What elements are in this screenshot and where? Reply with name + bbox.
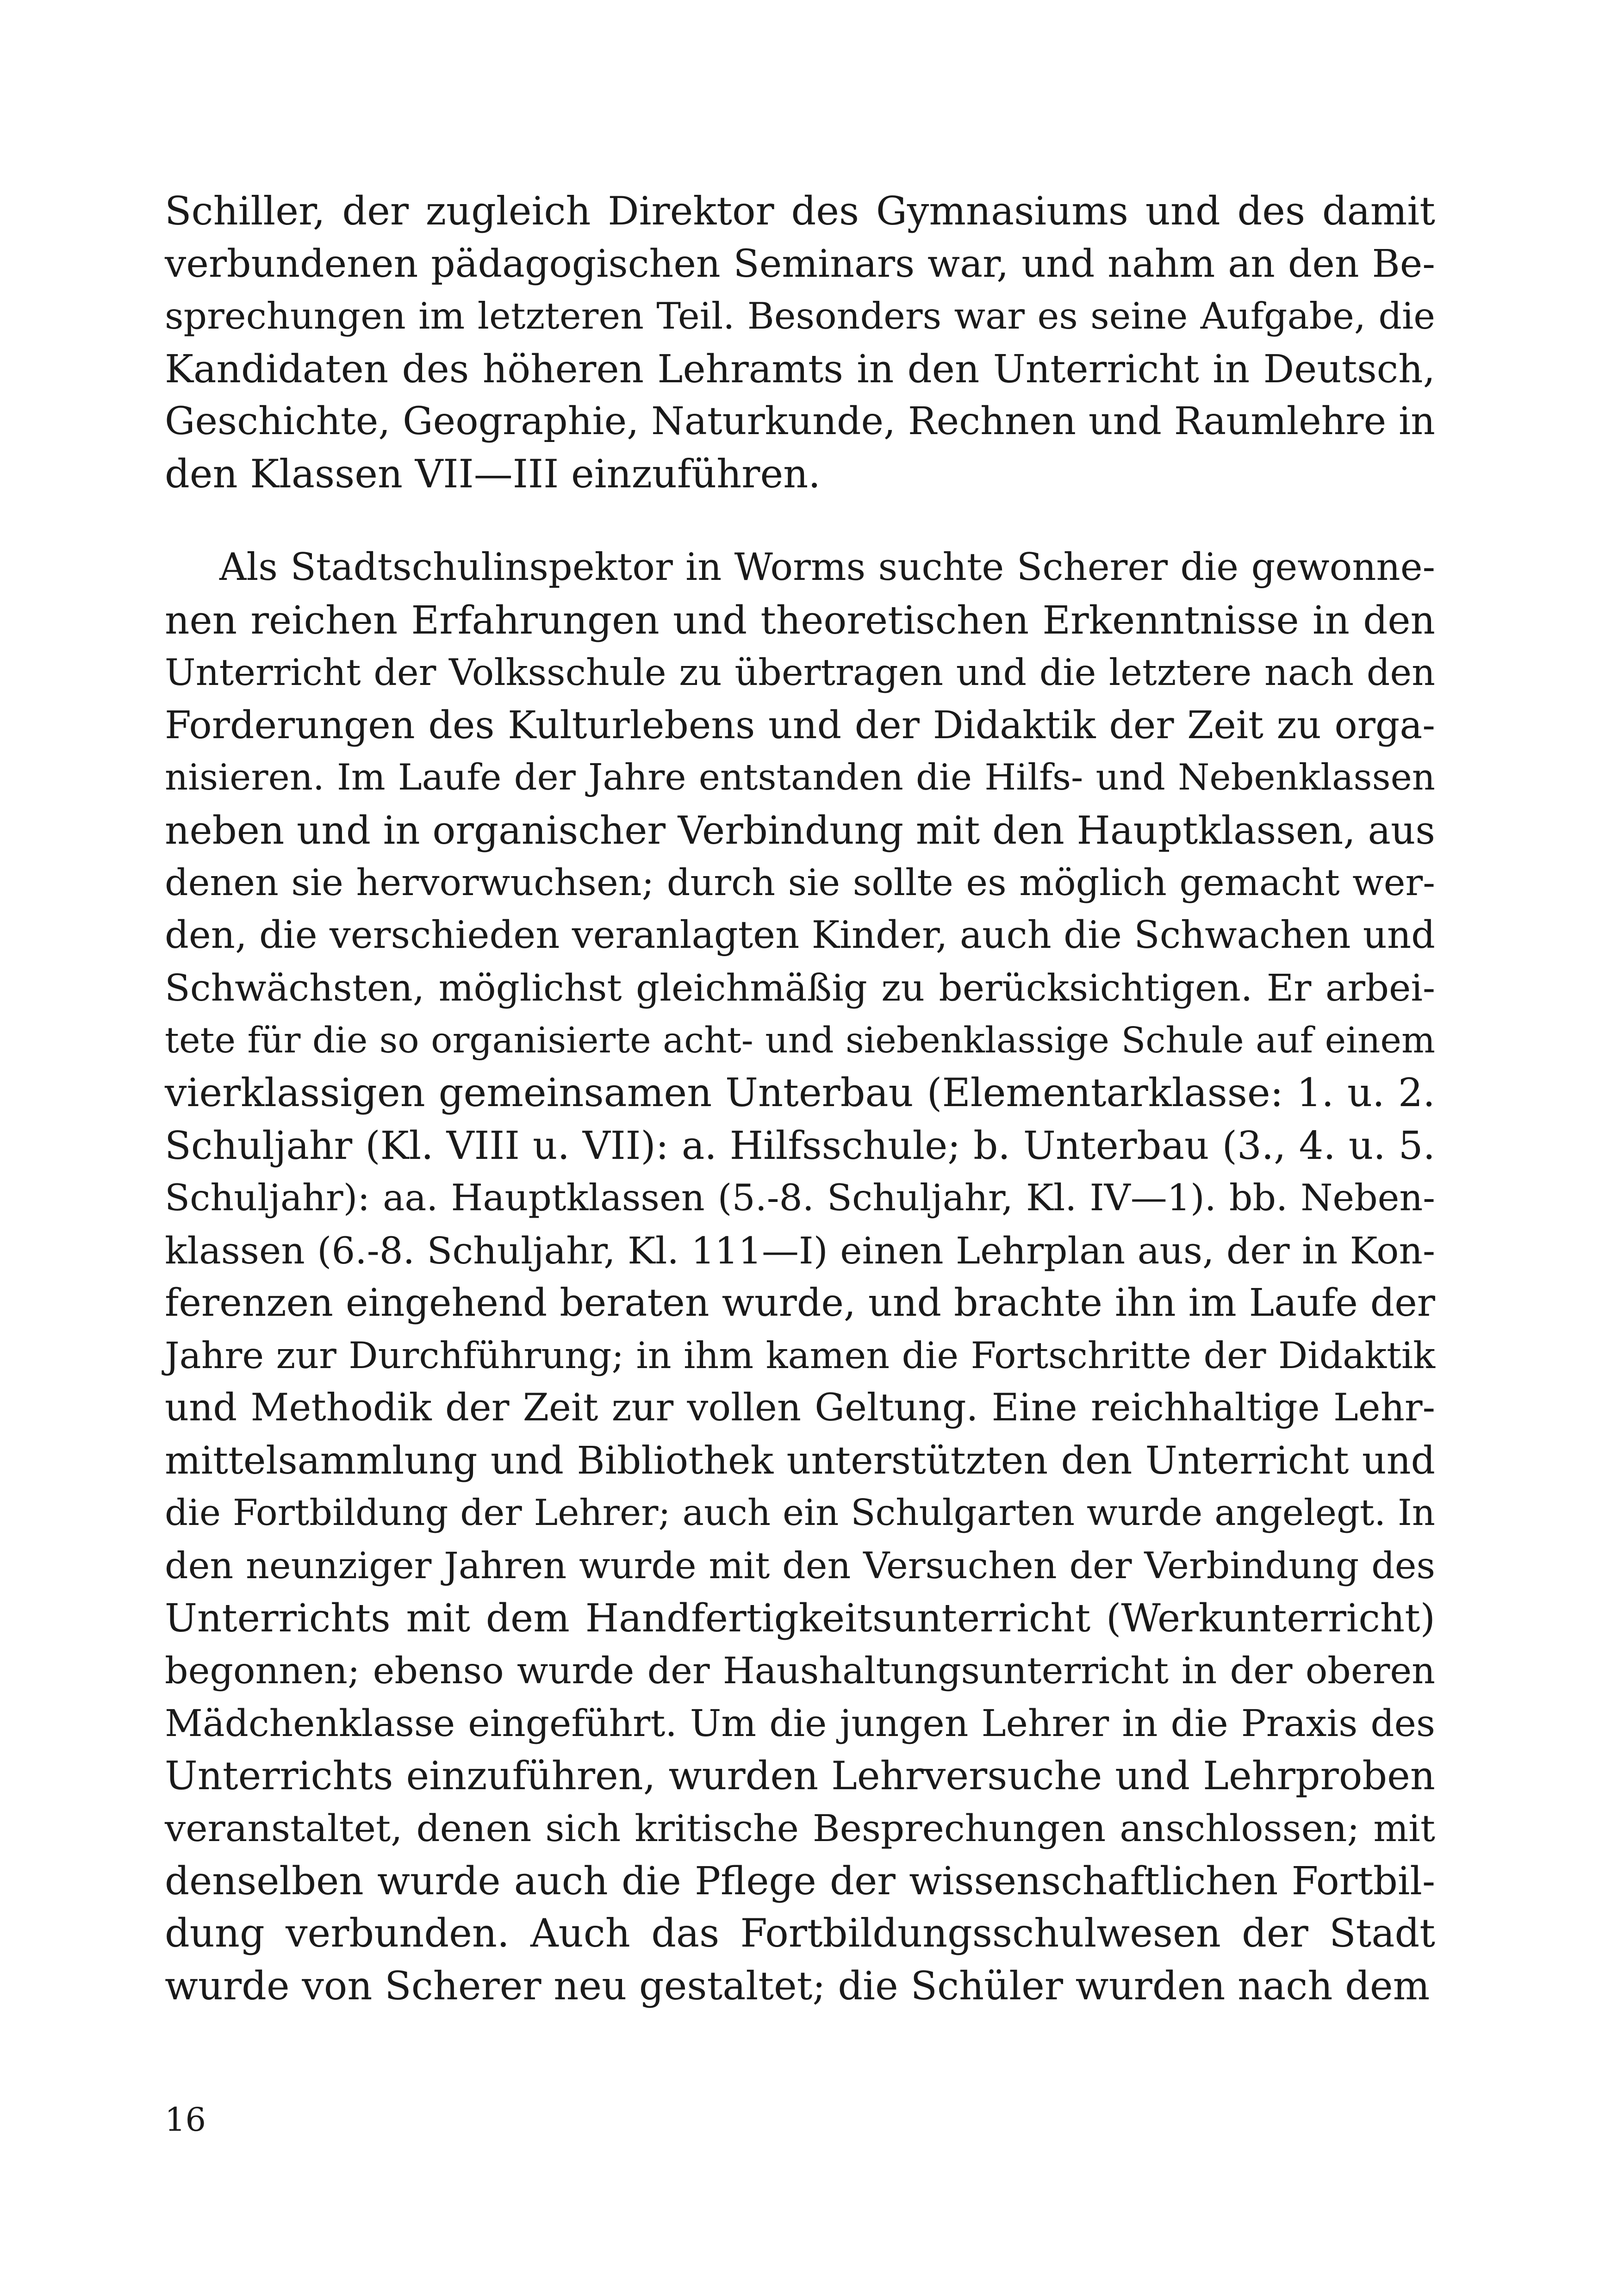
text-line: Jahre zur Durchführung; in ihm kamen die Fortschritte der Didaktik bbox=[165, 1334, 1435, 1377]
text-line: begonnen; ebenso wurde der Haushaltungsunterricht in der oberen bbox=[165, 1649, 1435, 1692]
paragraph-1 bbox=[165, 185, 1435, 500]
text-line: neben und in organischer Verbindung mit den Hauptklassen, aus bbox=[165, 808, 1435, 853]
text-line: klassen (6.-8. Schuljahr, Kl. 111—I) einen Lehrplan aus, der in Kon- bbox=[165, 1229, 1435, 1272]
text-line: und Methodik der Zeit zur vollen Geltung. Eine reichhaltige Lehr- bbox=[165, 1386, 1435, 1430]
text-line: tete für die so organisierte acht- und siebenklassige Schule auf einem bbox=[165, 1020, 1435, 1061]
text-line: nen reichen Erfahrungen und theoretischen Erkenntnisse in den bbox=[165, 597, 1435, 643]
text-line: Schwächsten, möglichst gleichmäßig zu berücksichtigen. Er arbei- bbox=[165, 966, 1435, 1009]
text-line: wurde von Scherer neu gestaltet; die Schüler wurden nach dem bbox=[165, 1963, 1430, 2009]
text-line: Geschichte, Geographie, Naturkunde, Rechnen und Raumlehre in bbox=[165, 399, 1435, 443]
text-line: den Klassen VII—III einzuführen. bbox=[165, 451, 821, 497]
text-line: Schuljahr): aa. Hauptklassen (5.-8. Schuljahr, Kl. IV—1). bb. Neben- bbox=[165, 1176, 1435, 1219]
text-line: Schiller, der zugleich Direktor des Gymnasiums und des damit bbox=[165, 188, 1435, 234]
text-line: Kandidaten des höheren Lehramts in den Unterricht in Deutsch, bbox=[165, 346, 1435, 392]
text-line: Als Stadtschulinspektor in Worms suchte Scherer die gewonne- bbox=[219, 546, 1435, 589]
text-line: dung verbunden. Auch das Fortbildungsschulwesen der Stadt bbox=[165, 1910, 1435, 1956]
text-line: mittelsammlung und Bibliothek unterstützten den Unterricht und bbox=[165, 1438, 1435, 1483]
text-line: Unterrichts einzuführen, wurden Lehrversuche und Lehrproben bbox=[165, 1753, 1435, 1798]
text-line: vierklassigen gemeinsamen Unterbau (Elementarklasse: 1. u. 2. bbox=[165, 1070, 1435, 1115]
text-line: Unterrichts mit dem Handfertigkeitsunterricht (Werkunterricht) bbox=[165, 1596, 1435, 1641]
text-line: Forderungen des Kulturlebens und der Didaktik der Zeit zu orga- bbox=[165, 703, 1435, 747]
text-line: den neunziger Jahren wurde mit den Versuchen der Verbindung des bbox=[165, 1544, 1435, 1587]
text-line: denselben wurde auch die Pflege der wissenschaftlichen Fortbil- bbox=[165, 1858, 1435, 1904]
text-line: Unterricht der Volksschule zu übertragen und die letztere nach den bbox=[165, 651, 1435, 694]
text-line: den, die verschieden veranlagten Kinder, auch die Schwachen und bbox=[165, 913, 1435, 957]
text-line: Schuljahr (Kl. VIII u. VII): a. Hilfsschule; b. Unterbau (3., 4. u. 5. bbox=[165, 1123, 1435, 1168]
text-line: Mädchenklasse eingeführt. Um die jungen Lehrer in die Praxis des bbox=[165, 1702, 1435, 1745]
text-line: denen sie hervorwuchsen; durch sie sollte es möglich gemacht wer- bbox=[165, 861, 1435, 904]
text-line: verbundenen pädagogischen Seminars war, und nahm an den Be- bbox=[165, 242, 1435, 286]
page-number: 16 bbox=[165, 2101, 206, 2139]
text-line: ferenzen eingehend beraten wurde, und brachte ihn im Laufe der bbox=[165, 1281, 1435, 1325]
text-line: veranstaltet, denen sich kritische Besprechungen anschlossen; mit bbox=[165, 1807, 1435, 1850]
text-line: die Fortbildung der Lehrer; auch ein Schulgarten wurde angelegt. In bbox=[165, 1492, 1435, 1534]
paragraph-2 bbox=[165, 541, 1435, 2012]
text-line: nisieren. Im Laufe der Jahre entstanden die Hilfs- und Nebenklassen bbox=[165, 757, 1435, 798]
text-line: sprechungen im letzteren Teil. Besonders war es seine Aufgabe, die bbox=[165, 295, 1435, 337]
